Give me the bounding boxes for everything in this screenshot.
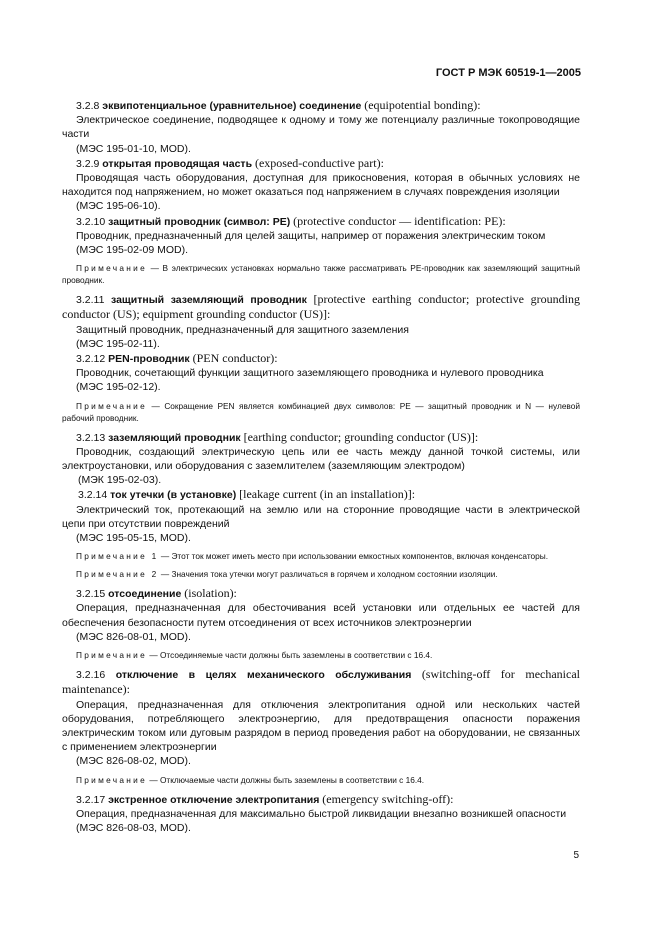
definition: Проводник, создающий электрическую цепь или ее часть между данной точкой системы, или электроустановки, или оборудования с заземлителем (заземляющим электродом) — [62, 445, 580, 473]
section-number: 3.2.14 — [78, 489, 108, 502]
reference: (МЭС 195-02-11). — [76, 337, 160, 350]
note — [62, 774, 580, 786]
section-3-2-12-heading — [62, 351, 580, 366]
definition: Проводящая часть оборудования, доступная для прикосновения, которая в обычных условиях не находится под напряжением, но может оказаться под напряжением в случаях повреждения изоляции — [62, 172, 580, 199]
note-label: Примечание 2 — [76, 569, 159, 580]
term-english: (protective conductor — identification: PE): — [293, 213, 506, 228]
term: заземляющий проводник — [108, 431, 241, 444]
section-3-2-17-heading — [62, 792, 580, 807]
term: PEN-проводник — [108, 353, 190, 366]
term-english: (equipotential bonding): — [364, 98, 481, 112]
term-english: [earthing conductor; grounding conductor (US)]: — [243, 429, 479, 444]
term: ток утечки (в установке) — [110, 489, 237, 502]
note-label: Примечание — [76, 400, 148, 411]
section-3-2-10-heading — [62, 214, 580, 229]
definition: Проводник, предназначенный для целей защиты, например от поражения электрическим током — [76, 229, 546, 242]
note-label: Примечание — [76, 774, 148, 785]
definition: Операция, предназначенная для отключения электропитания одной или нескольких частей оборудования, потребляющего электроэнергию, для предотвращения опасности поражения электрическим током или дуговым разрядом в период проведения работ на оборудовании, не связанных с применением электроэнергии — [62, 698, 580, 754]
section-3-2-8-heading — [62, 98, 580, 113]
term-english: (PEN conductor): — [192, 351, 278, 366]
term-english: [leakage current (in an installation)]: — [239, 487, 416, 502]
term-english: (emergency switching-off): — [322, 791, 454, 806]
term: защитный проводник (символ: PE) — [108, 215, 291, 228]
section-number: 3.2.15 — [76, 588, 106, 601]
section-3-2-9-heading — [62, 156, 580, 171]
section-3-2-15-heading — [62, 586, 580, 601]
term: открытая проводящая часть — [102, 157, 253, 170]
section-number: 3.2.12 — [76, 353, 106, 366]
note — [62, 400, 580, 424]
note — [62, 262, 580, 286]
document-body — [62, 98, 580, 835]
note — [62, 649, 580, 661]
section-number: 3.2.9 — [76, 157, 100, 170]
term-english: [protective earthing conductor; protective grounding conductor (US); equipment grounding conductor (US)]: — [62, 292, 580, 322]
section-number: 3.2.17 — [76, 793, 106, 806]
term-english: (exposed-conductive part): — [254, 155, 384, 170]
note-2 — [62, 568, 580, 580]
section-3-2-14-heading — [62, 487, 580, 502]
document-header: ГОСТ Р МЭК 60519-1—2005 — [435, 67, 581, 79]
note-label: Примечание — [76, 650, 148, 661]
note-text: — В электрических установках нормально также рассматривать PE-проводник как заземляющий защитный проводник. — [62, 263, 580, 286]
term-english: (switching-off for mechanical maintenance): — [62, 667, 580, 697]
note-text: — Значения тока утечки могут различаться в горячем и холодном состоянии изоляции. — [160, 569, 498, 580]
definition: Электрический ток, протекающий на землю или на сторонние проводящие части в электрической цепи при отсутствии повреждений — [62, 503, 580, 530]
section-3-2-13-heading — [62, 430, 580, 445]
note-text: — Этот ток может иметь место при использовании емкостных компонентов, включая конденсаторы. — [160, 551, 549, 562]
reference: (МЭС 195-06-10). — [76, 200, 161, 213]
term: защитный заземляющий проводник — [111, 294, 307, 307]
note-label: Примечание 1 — [76, 551, 159, 562]
definition: Операция, предназначенная для максимально быстрой ликвидации внезапно возникшей опасности — [76, 807, 567, 820]
section-number: 3.2.10 — [76, 215, 106, 228]
section-3-2-11-heading — [62, 292, 580, 322]
definition: Электрическое соединение, подводящее к одному и тому же потенциалу различные токопроводящие части — [62, 114, 580, 141]
reference: (МЭК 195-02-03). — [78, 474, 162, 487]
reference: (МЭС 195-02-09 MOD). — [76, 244, 188, 257]
section-number: 3.2.13 — [76, 431, 106, 444]
reference: (МЭС 195-02-12). — [76, 381, 161, 394]
note-label: Примечание — [76, 263, 148, 274]
section-number: 3.2.11 — [76, 294, 105, 307]
reference: (МЭС 195-05-15, MOD). — [76, 532, 191, 545]
page-number: 5 — [573, 850, 579, 861]
term: эквипотенциальное (уравнительное) соединение — [102, 100, 362, 112]
term: отсоединение — [108, 588, 182, 601]
section-3-2-16-heading — [62, 667, 580, 697]
reference: (МЭС 195-01-10, MOD). — [76, 142, 191, 155]
note-text: — Отсоединяемые части должны быть заземлены в соответствии с 16.4. — [149, 650, 433, 661]
reference: (МЭС 826-08-01, MOD). — [76, 630, 191, 643]
term: отключение в целях механического обслуживания — [115, 669, 412, 682]
term: экстренное отключение электропитания — [108, 793, 320, 806]
term-english: (isolation): — [184, 586, 237, 601]
reference: (МЭС 826-08-02, MOD). — [76, 755, 191, 768]
section-number: 3.2.16 — [76, 669, 106, 682]
definition: Защитный проводник, предназначенный для защитного заземления — [76, 323, 409, 336]
definition: Проводник, сочетающий функции защитного заземляющего проводника и нулевого проводника — [76, 367, 544, 380]
section-number: 3.2.8 — [76, 100, 100, 112]
note-text: — Отключаемые части должны быть заземлены в соответствии с 16.4. — [149, 774, 425, 785]
definition: Операция, предназначенная для обесточивания всей установки или отдельных ее частей для обеспечения безопасности путем отсоединения от всех источников электроэнергии — [62, 602, 580, 629]
note-1 — [62, 550, 580, 562]
reference: (МЭС 826-08-03, MOD). — [76, 821, 191, 834]
note-text: — Сокращение PEN является комбинацией двух символов: PE — защитный проводник и N — нулевой рабочий проводник. — [62, 400, 580, 423]
